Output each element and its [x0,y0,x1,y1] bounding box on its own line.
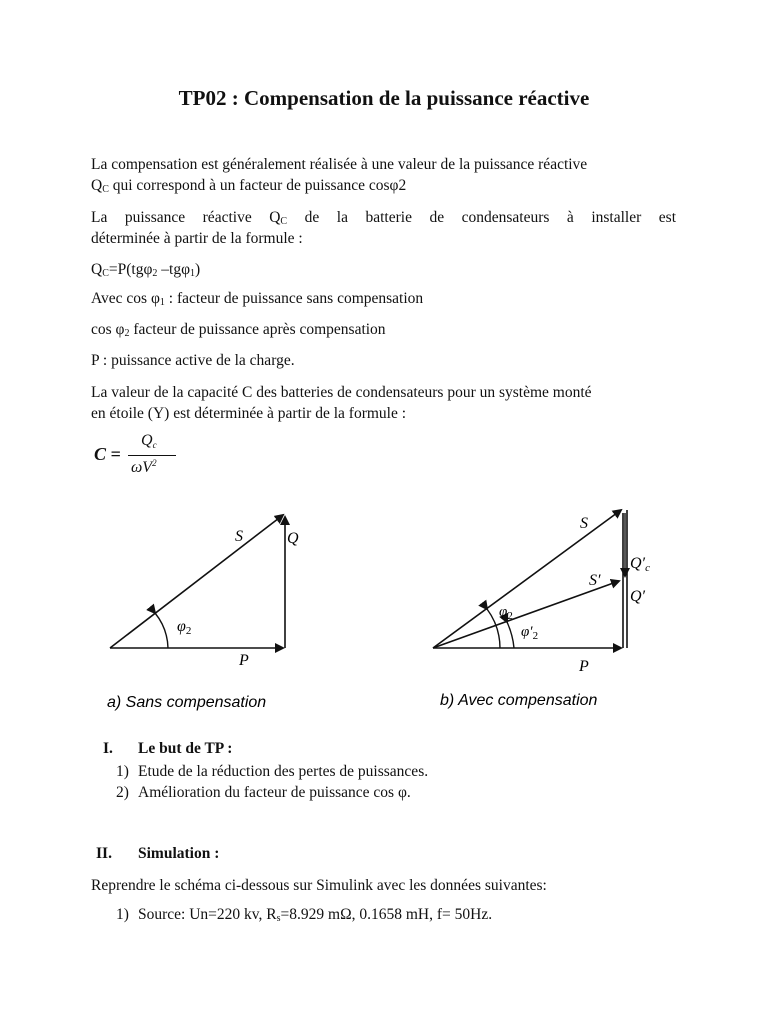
qc-symbol: Q [91,177,103,194]
cos2-line: $\cos \varphi_2$ facteur de puissance après compensation [91,321,386,339]
para3-line1: La valeur de la capacité C des batteries de condensateurs pour un système monté [91,384,592,401]
section1-item2-text: Amélioration du facteur de puissance cos φ. [138,784,411,801]
para1-line1: La compensation est généralement réalisée à une valeur de la puissance réactive [91,156,588,173]
label-p: P [239,652,249,669]
label-qc: Q′c [630,555,650,574]
angle-arc-phi2-prime [507,622,514,648]
label-s: S [235,528,243,545]
section1-item1-number: 1) [116,763,129,780]
caption-a: a) Sans compensation [107,694,267,711]
label-phi: φ2 [177,618,192,637]
label-q: Q [287,530,299,547]
page-title: TP02 : Compensation de la puissance réactive [178,86,590,110]
para1-line2 [91,175,406,200]
para3-line2: en étoile (Y) est déterminée à partir de la formule : [91,405,407,422]
section1-item2-number: 2) [116,784,129,801]
vector-s [110,515,283,648]
section1-number: I. [103,740,113,757]
angle-arc [155,613,168,648]
label-q-prime: Q′ [630,588,646,605]
section1-item1-text: Etude de la réduction des pertes de puissances. [138,763,429,780]
diagram-sans-compensation [100,505,320,725]
qc-subscript: C [102,184,109,195]
label-phi2-prime: $\varphi'_2$ [521,624,539,642]
section2-item1-text: Source: Un=220 kv, $R_s=8.929$ mΩ, 0.1658 mH, f= 50Hz. [138,906,493,924]
label-p: P [579,658,589,675]
label-s-prime: S′ [589,572,601,589]
p-line: P : puissance active de la charge. [91,352,295,369]
formula-c-denominator: $\omega V^2$ [131,458,157,476]
para1-line2-text: qui correspond à un facteur de puissance cosφ2 [108,177,407,194]
section1-title: Le but de TP : [138,740,233,757]
label-s: S [580,515,588,532]
para2-line2: déterminée à partir de la formule : [91,230,303,247]
section2-intro: Reprendre le schéma ci-dessous sur Simulink avec les données suivantes: [91,877,547,894]
label-phi2: $\varphi_2$ [499,604,513,622]
para2-text-a: La puissance réactive Q [91,209,281,226]
diagram-avec-compensation [425,505,675,720]
para2-text-b: de la batterie de condensateurs à installer est [287,209,677,226]
section2-item1-number: 1) [116,906,129,923]
section2-number: II. [96,845,112,862]
section2-title: Simulation : [138,845,220,862]
formula-c-lhs: C = [94,444,121,464]
avec-line: Avec $\cos \varphi_1$ : facteur de puissance sans compensation [91,290,424,308]
caption-b: b) Avec compensation [440,692,598,709]
formula-qc: $Q_C=P(tg\varphi_2$ –tgφ$_1$) [91,261,201,279]
para2-subscript: C [280,216,288,227]
formula-c-numerator: Qc [141,432,157,450]
fraction-bar [128,455,176,456]
